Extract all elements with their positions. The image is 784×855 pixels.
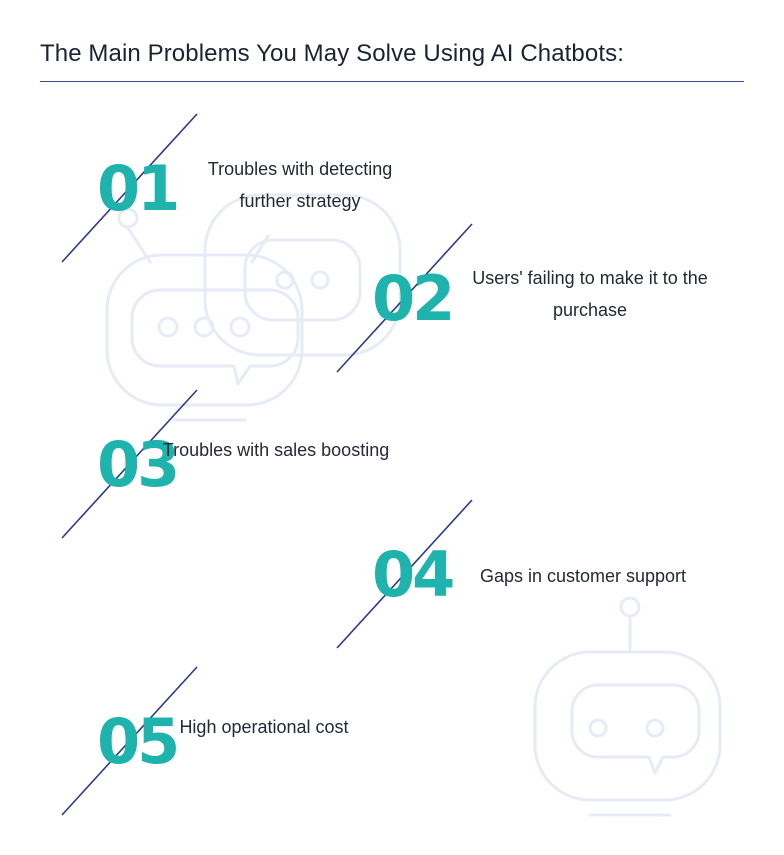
item-description: Troubles with detecting further strategy [207,159,393,211]
page-title: The Main Problems You May Solve Using AI Chatbots: [40,40,624,67]
title-underline [40,81,744,82]
item-number: 01 [97,152,178,225]
item-description: High operational cost [179,717,349,737]
item-description: Troubles with sales boosting [162,440,390,460]
item-number: 05 [97,705,178,778]
item-number: 03 [97,428,178,501]
problem-item-4 [335,498,735,650]
item-description: Gaps in customer support [479,566,687,586]
item-number: 02 [372,262,453,335]
item-number: 04 [372,538,453,611]
problem-item-5 [60,665,420,817]
item-description: Users' failing to make it to the purchase [472,268,708,320]
problem-item-2 [335,222,735,374]
